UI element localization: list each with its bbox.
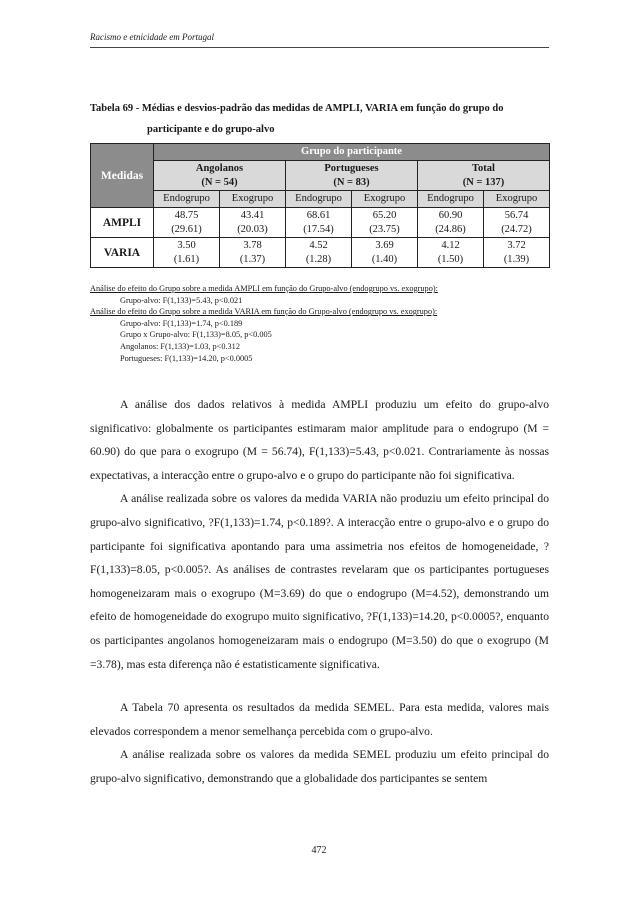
note-line: Portugueses: F(1,133)=14.20, p<0.0005 bbox=[120, 353, 253, 363]
group-n: (N = 83) bbox=[333, 176, 370, 188]
measures-header: Medidas bbox=[91, 144, 154, 208]
note-line: Grupo x Grupo-alvo: F(1,133)=8.05, p<0.005 bbox=[120, 330, 272, 340]
table-cell bbox=[484, 238, 550, 268]
sd: (1.61) bbox=[173, 253, 200, 265]
mean: 60.90 bbox=[438, 209, 463, 221]
sub-header: Endogrupo bbox=[286, 191, 352, 208]
sd: (1.39) bbox=[503, 253, 530, 265]
mean: 4.12 bbox=[441, 239, 460, 251]
mean: 3.69 bbox=[375, 239, 394, 251]
mean: 43.41 bbox=[240, 209, 265, 221]
mean: 48.75 bbox=[174, 209, 199, 221]
table-cell bbox=[352, 208, 418, 238]
table-cell bbox=[418, 238, 484, 268]
sd: (1.37) bbox=[239, 253, 266, 265]
mean: 68.61 bbox=[306, 209, 331, 221]
note-heading: Análise do efeito do Grupo sobre a medida AMPLI em função do Grupo-alvo (endogrupo vs. exogrupo): bbox=[90, 284, 438, 293]
table-cell bbox=[154, 238, 220, 268]
note-line: Grupo-alvo: F(1,133)=1.74, p<0.189 bbox=[120, 318, 243, 328]
paragraph: A análise realizada sobre os valores da medida VARIA não produziu um efeito principal do grupo-alvo significativo, ?F(1,133)=1.74, p<0.189?. A interacção entre o grupo-alvo e o grupo do participante foi significativa apontando para uma assimetria nos efeitos de homogeneidade, ?F(1,133)=8.05, p<0.005?. As análises de contrastes revelaram que os participantes portugueses homogeneizaram mais o exogrupo (M=3.69) do que o endogrupo (M=4.52), demonstrando um efeito de homogeneidade do exogrupo muito significativo, ?F(1,133)=14.20, p<0.0005?, enquanto os participantes angolanos homogeneizaram mais o endogrupo (M=3.50) do que o exogrupo (M =3.78), mas esta diferença não é estatisticamente significativa. bbox=[90, 492, 549, 671]
sd: (24.72) bbox=[501, 223, 532, 235]
sub-header: Endogrupo bbox=[418, 191, 484, 208]
group-n: (N = 137) bbox=[462, 176, 505, 188]
group-portugueses bbox=[286, 161, 418, 191]
table-cell bbox=[286, 208, 352, 238]
sub-header: Endogrupo bbox=[154, 191, 220, 208]
running-header: Racismo e etnicidade em Portugal bbox=[90, 32, 214, 42]
table-cell bbox=[154, 208, 220, 238]
mean: 65.20 bbox=[372, 209, 397, 221]
paragraph-gap bbox=[90, 676, 549, 696]
group-name: Angolanos bbox=[195, 162, 244, 174]
table-cell bbox=[484, 208, 550, 238]
group-name: Portugueses bbox=[324, 162, 379, 174]
sd: (23.75) bbox=[369, 223, 400, 235]
page-number: 472 bbox=[311, 845, 327, 856]
paragraph: A análise dos dados relativos à medida AMPLI produziu um efeito do grupo-alvo significativo: globalmente os participantes estimaram maior amplitude para o endogrupo (M = 60.90) do que para o exogrupo (M = 56.74), F(1,133)=5.43, p<0.021. Contrariamente às nossas expectativas, a interacção entre o grupo-alvo e o grupo do participante não foi significativa. bbox=[90, 398, 549, 482]
caption-line-1: Tabela 69 - Médias e desvios-padrão das medidas de AMPLI, VARIA em função do grupo do bbox=[90, 103, 504, 114]
mean: 3.72 bbox=[507, 239, 526, 251]
note-line: Angolanos: F(1,133)=1.03, p<0.312 bbox=[120, 341, 240, 351]
sd: (1.28) bbox=[305, 253, 332, 265]
note-heading: Análise do efeito do Grupo sobre a medida VARIA em função do Grupo-alvo (endogrupo vs. exogrupo): bbox=[90, 307, 438, 317]
sub-header: Exogrupo bbox=[484, 191, 550, 208]
table-cell bbox=[220, 208, 286, 238]
table-row bbox=[91, 208, 550, 238]
sd: (1.40) bbox=[371, 253, 398, 265]
body-text bbox=[90, 393, 549, 791]
group-total bbox=[418, 161, 550, 191]
table-cell bbox=[286, 238, 352, 268]
results-table bbox=[90, 143, 550, 268]
sub-header: Exogrupo bbox=[352, 191, 418, 208]
header-rule bbox=[90, 47, 549, 48]
table-cell bbox=[352, 238, 418, 268]
group-name: Total bbox=[472, 162, 495, 174]
sd: (17.54) bbox=[303, 223, 334, 235]
row-label: AMPLI bbox=[91, 208, 154, 238]
paragraph: A análise realizada sobre os valores da medida SEMEL produziu um efeito principal do grupo-alvo significativo, demonstrando que a globalidade dos participantes se sentem bbox=[90, 748, 549, 785]
group-n: (N = 54) bbox=[201, 176, 238, 188]
sd: (1.50) bbox=[437, 253, 464, 265]
statistical-notes bbox=[90, 283, 560, 364]
note-line: Grupo-alvo: F(1,133)=5.43, p<0.021 bbox=[120, 295, 243, 305]
table-cell bbox=[418, 208, 484, 238]
sd: (29.61) bbox=[171, 223, 202, 235]
sd: (20.03) bbox=[237, 223, 268, 235]
mean: 56.74 bbox=[504, 209, 529, 221]
caption-line-2: participante e do grupo-alvo bbox=[147, 124, 275, 135]
table-row bbox=[91, 238, 550, 268]
mean: 4.52 bbox=[309, 239, 328, 251]
mean: 3.50 bbox=[177, 239, 196, 251]
table-cell bbox=[220, 238, 286, 268]
paragraph: A Tabela 70 apresenta os resultados da medida SEMEL. Para esta medida, valores mais elevados correspondem a menor semelhança percebida com o grupo-alvo. bbox=[90, 701, 549, 738]
group-angolanos bbox=[154, 161, 286, 191]
sub-header: Exogrupo bbox=[220, 191, 286, 208]
table-caption bbox=[90, 98, 550, 140]
mean: 3.78 bbox=[243, 239, 262, 251]
row-label: VARIA bbox=[91, 238, 154, 268]
sd: (24.86) bbox=[435, 223, 466, 235]
group-header: Grupo do participante bbox=[154, 144, 550, 161]
